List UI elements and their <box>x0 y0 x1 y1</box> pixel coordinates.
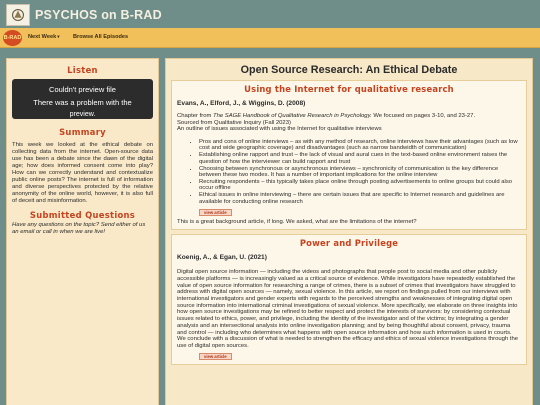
questions-text: Have any questions on the topic? Send either of us an email or call in when we are live! <box>12 222 146 236</box>
summary-text: This week we looked at the ethical debate on collecting data from the internet. Open-source data use has been a debate since the dawn of the digital age; how does informed consent come into play? How can we correctly understand and contextualize public online posts? The internet is full of information and diverse perspectives protected by the relative anonymity of the online world, however, it is also full of deceit and misinformation. <box>12 142 153 205</box>
card-commentary: This is a great background article, if long. We asked, what are the limitations of the internet? <box>177 218 417 225</box>
main-content <box>165 58 533 405</box>
list-item: • Choosing between synchronous or asynchronous interviews – synchronicity of communication is the key difference between these two modes. It has a number of important implications for the online interview <box>199 166 521 179</box>
nav-browse-all[interactable] <box>73 34 128 40</box>
card-intro <box>177 113 521 133</box>
intro-source: Sourced from Qualitative Inquiry (Fall 2023) <box>177 119 291 126</box>
list-item: • Ethical issues in online interviewing – there are certain issues that are specific to Internet research and guidelines are available for conducting online research <box>199 192 521 205</box>
card-title: Using the Internet for qualitative research <box>244 84 454 94</box>
intro-after: We focused on pages 3-10, and 23-27. <box>371 113 476 119</box>
article-card <box>171 80 527 230</box>
card-citation: Evans, A., Elford, J., & Wiggins, D. (2008) <box>177 100 306 107</box>
brad-logo-icon[interactable] <box>6 4 30 26</box>
intro-book-title: The SAGE Handbook of Qualitative Research in Psychology. <box>213 113 372 119</box>
video-error-line3: preview. <box>69 111 96 118</box>
video-error-line1: Couldn't preview file <box>49 85 116 94</box>
list-item: • Establishing online rapport and trust – the lack of visual and aural cues in the text-based online environment raises the question of how the interviewer can build rapport and trust <box>199 152 521 165</box>
intro-outline: An outline of issues associated with using the Internet for qualitative interviews <box>177 126 382 133</box>
view-article-button[interactable]: view article <box>199 353 232 360</box>
card-citation: Koenig, A., & Egan, U. (2021) <box>177 254 267 262</box>
nav-bar <box>0 28 540 48</box>
bullet-list <box>199 139 521 205</box>
nav-browse-all-label: Browse All Episodes <box>73 34 129 40</box>
listen-heading: Listen <box>67 65 98 75</box>
summary-heading: Summary <box>59 127 106 137</box>
intro-before: Chapter from <box>177 113 214 119</box>
video-player[interactable] <box>12 79 153 119</box>
article-card <box>171 234 527 364</box>
list-item: • Pros and cons of online interviews – as with any method of research, online interviews have their advantages (such as low cost and wide geographic coverage) and disadvantages (such as narrow bandwidth of communication) <box>199 139 521 152</box>
brad-badge-icon[interactable]: B-RAD <box>3 30 22 46</box>
nav-next-week[interactable] <box>28 34 59 40</box>
video-error-line2: There was a problem with the <box>33 98 132 107</box>
page-title: Open Source Research: An Ethical Debate <box>240 64 458 76</box>
questions-heading: Submitted Questions <box>29 210 136 221</box>
card-title: Power and Privilege <box>299 238 399 249</box>
site-title[interactable]: PSYCHOS on B-RAD <box>35 8 162 22</box>
view-article-button[interactable]: view article <box>199 209 232 216</box>
nav-next-week-label: Next Week <box>28 34 57 40</box>
list-item: • Recruiting respondents – this typically takes place online through posting advertisements to online groups but could also occur offline <box>199 179 521 192</box>
card-abstract: Digital open source information — including the videos and photographs that people post to social media and other publicly accessible platforms — is increasingly valued as a critical source of evidence. While investigators have repeatedly established the value of open source information for researching a range of crimes, there is a subset of crimes that investigators have struggled to address with digital open sources — namely, sexual violence. In this article, we report on findings pulled from our interviews with international investigators and gender experts with regards to the perceived strengths and weaknesses of integrating digital open source information into international criminal investigations of sexual violence. More specifically, we elaborate on three insights into how open source investigations may be refined to better respect and protect the interests of survivors: by considering contextual issues related to ethics, power, and privilege, including the identity of the investigator and of the victims; by integrating a gender analysis and an intersectional analysis into online investigation planning; and by being thoughtful about consent, privacy, trauma and control — including who determines what happens with open source information and how such information is used in courts. We conclude with a discussion of what is needed to strengthen the efficacy and ethics of sexual violence investigations through the use of digital open sources. <box>177 269 518 349</box>
top-bar <box>0 0 540 28</box>
chevron-down-icon: ▾ <box>57 34 60 39</box>
sidebar <box>6 58 159 405</box>
